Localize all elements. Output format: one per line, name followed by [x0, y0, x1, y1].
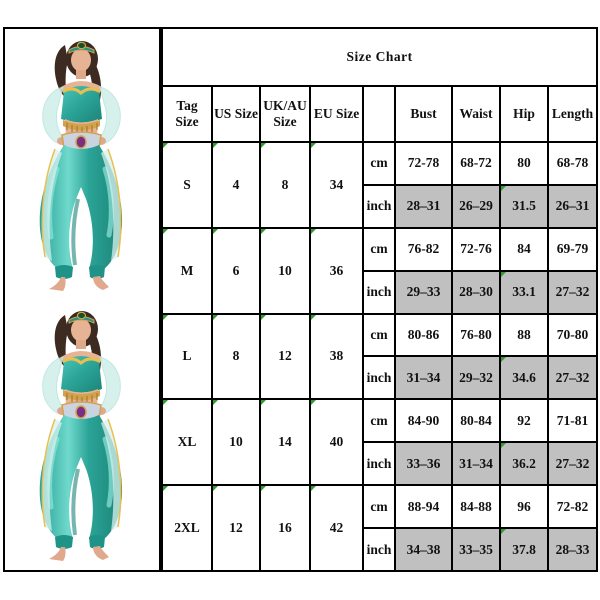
green-corner-marker-icon	[311, 315, 316, 320]
green-corner-marker-icon	[213, 315, 218, 320]
tag-size-cell: S	[162, 142, 212, 228]
unit-inch-cell: inch	[363, 528, 395, 571]
waist-inch-cell: 31–34	[452, 442, 500, 485]
green-corner-marker-icon	[163, 315, 168, 320]
hip-cm-cell: 96	[500, 485, 548, 528]
unit-cm-cell: cm	[363, 142, 395, 185]
waist-cm-cell: 76-80	[452, 314, 500, 357]
us-size-cell: 6	[212, 228, 260, 314]
waist-cm-cell: 72-76	[452, 228, 500, 271]
costume-photo-top	[5, 29, 159, 299]
size-row-cm	[162, 485, 597, 528]
green-corner-marker-icon	[261, 315, 266, 320]
size-row-cm	[162, 314, 597, 357]
us-size-cell: 10	[212, 399, 260, 485]
uk-au-size-cell: 10	[260, 228, 310, 314]
green-corner-marker-icon	[163, 143, 168, 148]
eu-size-cell: 40	[310, 399, 363, 485]
hip-inch-cell: 33.1	[500, 271, 548, 314]
eu-size-cell: 42	[310, 485, 363, 571]
size-chart-table	[161, 27, 598, 572]
unit-inch-cell: inch	[363, 185, 395, 228]
length-inch-cell: 27–32	[548, 356, 597, 399]
unit-cm-cell: cm	[363, 399, 395, 442]
bust-cm-cell: 72-78	[395, 142, 452, 185]
uk-au-size-cell: 14	[260, 399, 310, 485]
waist-cm-cell: 80-84	[452, 399, 500, 442]
green-corner-marker-icon	[311, 400, 316, 405]
hip-inch-cell: 37.8	[500, 528, 548, 571]
length-inch-cell: 27–32	[548, 442, 597, 485]
bust-cm-cell: 88-94	[395, 485, 452, 528]
hip-inch-cell: 36.2	[500, 442, 548, 485]
green-corner-marker-icon	[501, 357, 506, 362]
green-corner-marker-icon	[311, 143, 316, 148]
green-corner-marker-icon	[261, 143, 266, 148]
waist-inch-cell: 28–30	[452, 271, 500, 314]
header-eu-size: EU Size	[310, 86, 363, 142]
green-corner-marker-icon	[261, 229, 266, 234]
chart-title: Size Chart	[162, 28, 597, 86]
header-uk-au-size: UK/AU Size	[260, 86, 310, 142]
green-corner-marker-icon	[213, 143, 218, 148]
title-row	[162, 28, 597, 86]
size-row-cm	[162, 142, 597, 185]
green-corner-marker-icon	[261, 486, 266, 491]
green-corner-marker-icon	[213, 400, 218, 405]
green-corner-marker-icon	[213, 486, 218, 491]
uk-au-size-cell: 12	[260, 314, 310, 400]
waist-inch-cell: 29–32	[452, 356, 500, 399]
header-hip: Hip	[500, 86, 548, 142]
waist-cm-cell: 84-88	[452, 485, 500, 528]
waist-cm-cell: 68-72	[452, 142, 500, 185]
length-inch-cell: 27–32	[548, 271, 597, 314]
header-row	[162, 86, 597, 142]
uk-au-size-cell: 8	[260, 142, 310, 228]
size-row-cm	[162, 399, 597, 442]
unit-cm-cell: cm	[363, 485, 395, 528]
us-size-cell: 12	[212, 485, 260, 571]
bust-inch-cell: 31–34	[395, 356, 452, 399]
waist-inch-cell: 26–29	[452, 185, 500, 228]
tag-size-cell: L	[162, 314, 212, 400]
green-corner-marker-icon	[311, 486, 316, 491]
green-corner-marker-icon	[501, 186, 506, 191]
header-tag-size: Tag Size	[162, 86, 212, 142]
us-size-cell: 8	[212, 314, 260, 400]
unit-cm-cell: cm	[363, 228, 395, 271]
bust-cm-cell: 84-90	[395, 399, 452, 442]
product-photo-panel	[3, 27, 161, 572]
length-cm-cell: 69-79	[548, 228, 597, 271]
hip-inch-cell: 34.6	[500, 356, 548, 399]
tag-size-cell: M	[162, 228, 212, 314]
hip-cm-cell: 84	[500, 228, 548, 271]
hip-cm-cell: 88	[500, 314, 548, 357]
header-bust: Bust	[395, 86, 452, 142]
length-cm-cell: 68-78	[548, 142, 597, 185]
bust-cm-cell: 76-82	[395, 228, 452, 271]
green-corner-marker-icon	[163, 229, 168, 234]
eu-size-cell: 38	[310, 314, 363, 400]
unit-inch-cell: inch	[363, 356, 395, 399]
length-inch-cell: 28–33	[548, 528, 597, 571]
hip-cm-cell: 80	[500, 142, 548, 185]
bust-inch-cell: 29–33	[395, 271, 452, 314]
waist-inch-cell: 33–35	[452, 528, 500, 571]
bust-inch-cell: 33–36	[395, 442, 452, 485]
header-waist: Waist	[452, 86, 500, 142]
tag-size-cell: 2XL	[162, 485, 212, 571]
green-corner-marker-icon	[501, 272, 506, 277]
uk-au-size-cell: 16	[260, 485, 310, 571]
green-corner-marker-icon	[163, 486, 168, 491]
header-unit	[363, 86, 395, 142]
green-corner-marker-icon	[501, 443, 506, 448]
green-corner-marker-icon	[311, 229, 316, 234]
bust-inch-cell: 28–31	[395, 185, 452, 228]
tag-size-cell: XL	[162, 399, 212, 485]
us-size-cell: 4	[212, 142, 260, 228]
green-corner-marker-icon	[261, 400, 266, 405]
unit-cm-cell: cm	[363, 314, 395, 357]
green-corner-marker-icon	[163, 400, 168, 405]
green-corner-marker-icon	[501, 529, 506, 534]
costume-photo-bottom	[5, 299, 159, 569]
size-chart-table-wrap	[161, 27, 597, 572]
hip-cm-cell: 92	[500, 399, 548, 442]
eu-size-cell: 36	[310, 228, 363, 314]
size-row-cm	[162, 228, 597, 271]
length-cm-cell: 72-82	[548, 485, 597, 528]
length-cm-cell: 70-80	[548, 314, 597, 357]
header-length: Length	[548, 86, 597, 142]
eu-size-cell: 34	[310, 142, 363, 228]
bust-inch-cell: 34–38	[395, 528, 452, 571]
hip-inch-cell: 31.5	[500, 185, 548, 228]
unit-inch-cell: inch	[363, 271, 395, 314]
length-inch-cell: 26–31	[548, 185, 597, 228]
unit-inch-cell: inch	[363, 442, 395, 485]
header-us-size: US Size	[212, 86, 260, 142]
green-corner-marker-icon	[213, 229, 218, 234]
length-cm-cell: 71-81	[548, 399, 597, 442]
bust-cm-cell: 80-86	[395, 314, 452, 357]
